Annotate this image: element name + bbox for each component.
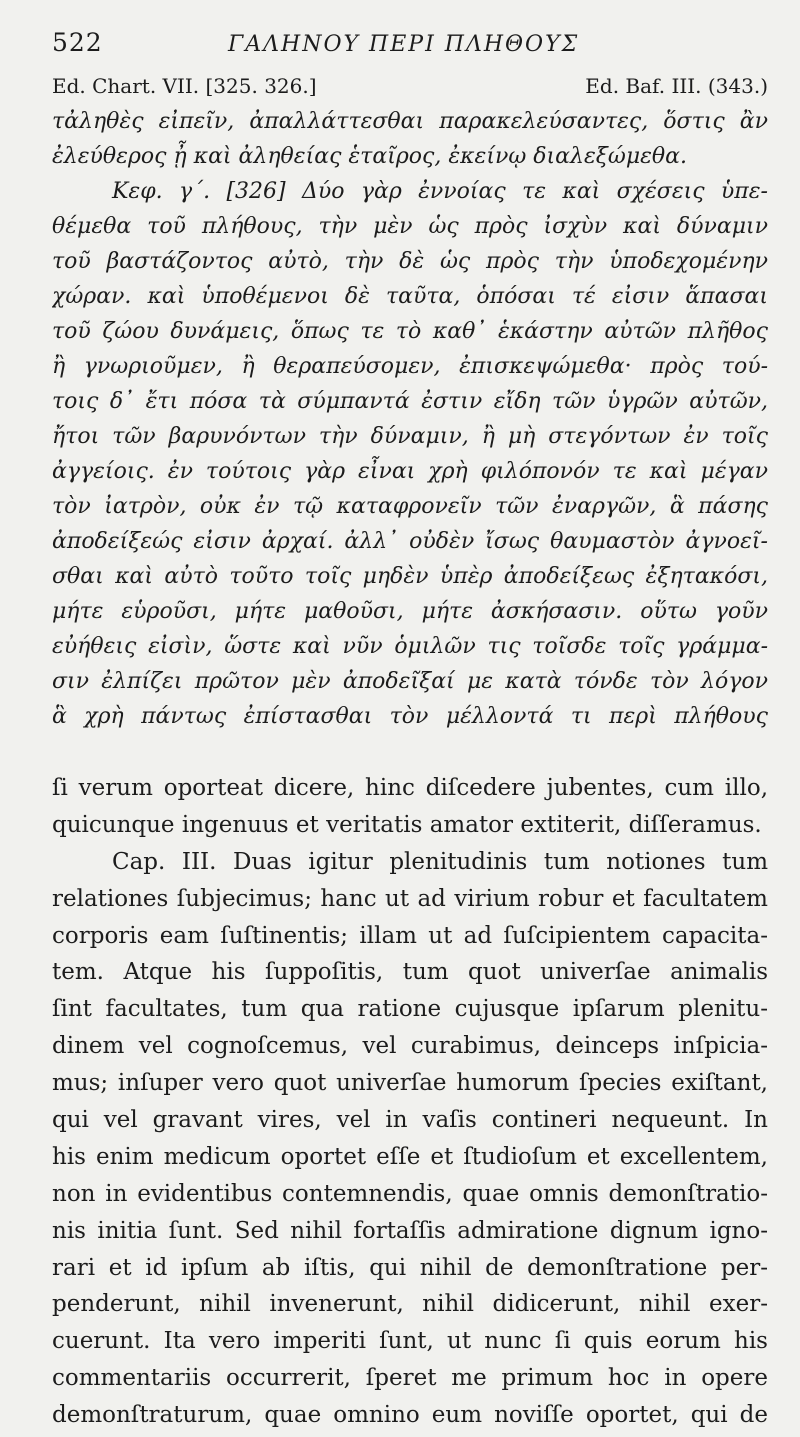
latin-line: his enim medicum oportet eſſe et ſtudioſum et excellentem, — [52, 1143, 768, 1170]
latin-line: non in evidentibus contemnendis, quae omnis demonſtratio- — [52, 1180, 768, 1207]
greek-line: ἀγγείοις. ἐν τούτοις γὰρ εἶναι χρὴ φιλόπονόν τε καὶ μέγαν — [52, 459, 768, 484]
latin-line: quicunque ingenuus et veritatis amator extiterit, diſſeramus. — [52, 811, 762, 838]
greek-line: Κεφ. γ΄. [326] Δύο γὰρ ἐννοίας τε καὶ σχέσεις ὑπε- — [112, 179, 768, 204]
greek-line: τοις δ᾿ ἔτι πόσα τὰ σύμπαντά ἐστιν εἴδη τῶν ὑγρῶν αὐτῶν, — [52, 389, 768, 414]
latin-line: Cap. III. Duas igitur plenitudinis tum notiones tum — [112, 848, 768, 875]
page-number: 522 — [52, 28, 103, 57]
greek-line: τοῦ βαστάζοντος αὐτὸ, τὴν δὲ ὡς πρὸς τὴν ὑποδεχομένην — [52, 249, 768, 274]
running-title: ΓΑΛΗΝΟΥ ΠΕΡΙ ΠΛΗΘΟΥΣ — [228, 32, 580, 57]
latin-line: ſint facultates, tum qua ratione cujusque ipſarum plenitu- — [52, 996, 768, 1023]
greek-line: ἃ χρὴ πάντως ἐπίστασθαι τὸν μέλλοντά τι περὶ πλήθους — [52, 704, 768, 729]
edition-reference-chartier: Ed. Chart. VII. [325. 326.] — [52, 74, 317, 98]
greek-text — [52, 104, 768, 734]
greek-line: τἀληθὲς εἰπεῖν, ἀπαλλάττεσθαι παρακελεύσαντες, ὅστις ἂν — [52, 109, 768, 134]
greek-line: τοῦ ζώου δυνάμεις, ὅπως τε τὸ καθ᾿ ἑκάστην αὐτῶν πλῆθος — [52, 319, 768, 344]
latin-line: mus; inſuper vero quot univerſae humorum ſpecies exiſtant, — [52, 1070, 768, 1097]
latin-line: commentariis occurrerit, ſperet me primum hoc in opere — [52, 1365, 768, 1392]
latin-line: ſi verum oporteat dicere, hinc diſcedere jubentes, cum illo, — [52, 775, 768, 801]
latin-line: qui vel gravant vires, vel in vaſis contineri nequeunt. In — [52, 1107, 768, 1134]
latin-line: corporis eam ſuſtinentis; illam ut ad ſuſcipientem capacita- — [52, 922, 768, 949]
latin-line: nis initia ſunt. Sed nihil fortaſſis admiratione dignum igno- — [52, 1217, 768, 1244]
latin-line: cuerunt. Ita vero imperiti ſunt, ut nunc ſi quis eorum his — [52, 1328, 768, 1355]
running-head — [52, 28, 768, 62]
latin-line: relationes ſubjecimus; hanc ut ad virium robur et facultatem — [52, 885, 768, 912]
greek-line: ἀποδείξεώς εἰσιν ἀρχαί. ἀλλ᾿ οὐδὲν ἴσως θαυμαστὸν ἀγνοεῖ- — [52, 529, 768, 554]
greek-line: ἐλεύθερος ᾖ καὶ ἀληθείας ἑταῖρος, ἐκείνῳ διαλεξώμεθα. — [52, 144, 688, 169]
edition-references — [52, 74, 768, 102]
greek-line: τὸν ἰατρὸν, οὐκ ἐν τῷ καταφρονεῖν τῶν ἐναργῶν, ἃ πάσης — [52, 494, 768, 519]
greek-line: σιν ἐλπίζει πρῶτον μὲν ἀποδεῖξαί με κατὰ τόνδε τὸν λόγον — [52, 669, 768, 694]
greek-line: θέμεθα τοῦ πλήθους, τὴν μὲν ὡς πρὸς ἰσχὺν καὶ δύναμιν — [52, 214, 768, 239]
greek-line: ἤτοι τῶν βαρυνόντων τὴν δύναμιν, ἢ μὴ στεγόντων ἐν τοῖς — [52, 424, 768, 449]
latin-line: tem. Atque his ſuppoſitis, tum quot univerſae animalis — [52, 959, 768, 986]
latin-text — [52, 770, 768, 1434]
greek-line: ἢ γνωριοῦμεν, ἢ θεραπεύσομεν, ἐπισκεψώμεθα· πρὸς τού- — [52, 354, 768, 379]
greek-line: σθαι καὶ αὐτὸ τοῦτο τοῖς μηδὲν ὑπὲρ ἀποδείξεως ἐξητακόσι, — [52, 564, 768, 589]
greek-line: εὐήθεις εἰσὶν, ὥστε καὶ νῦν ὁμιλῶν τις τοῖσδε τοῖς γράμμα- — [52, 634, 768, 659]
greek-line: χώραν. καὶ ὑποθέμενοι δὲ ταῦτα, ὁπόσαι τέ εἰσιν ἅπασαι — [52, 284, 768, 309]
edition-reference-basel: Ed. Baf. III. (343.) — [585, 74, 768, 98]
latin-line: demonſtraturum, quae omnino eum noviſſe oportet, qui de — [52, 1402, 768, 1429]
latin-line: dinem vel cognoſcemus, vel curabimus, deinceps inſpicia- — [52, 1033, 768, 1060]
greek-line: μήτε εὑροῦσι, μήτε μαθοῦσι, μήτε ἀσκήσασιν. οὕτω γοῦν — [52, 599, 768, 624]
latin-line: rari et id ipſum ab iſtis, qui nihil de demonſtratione per- — [52, 1254, 768, 1281]
latin-line: penderunt, nihil invenerunt, nihil didicerunt, nihil exer- — [52, 1291, 768, 1318]
